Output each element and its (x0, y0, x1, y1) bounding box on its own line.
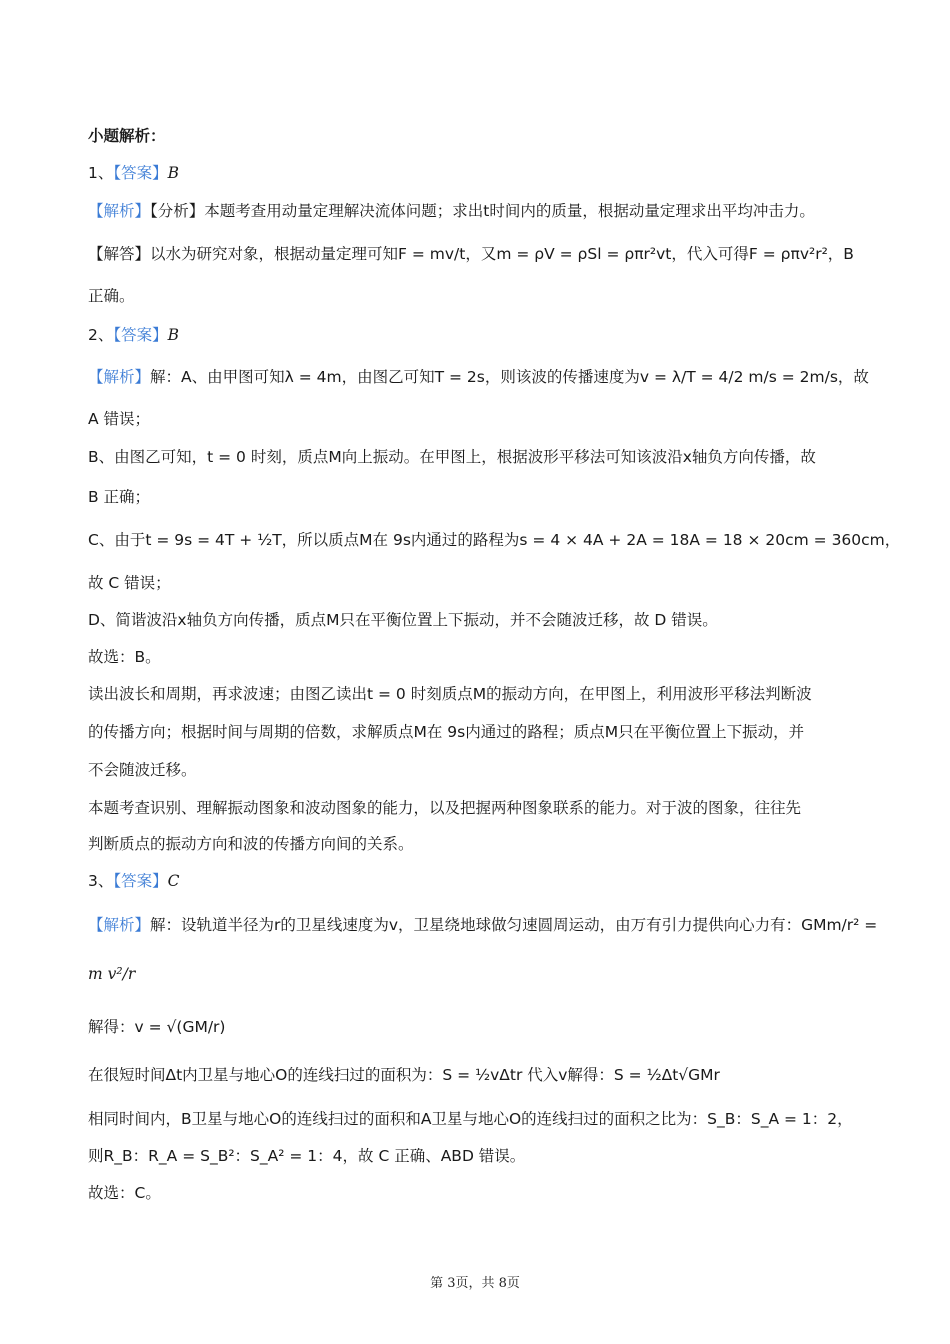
q2-text-line: 判断质点的振动方向和波的传播方向间的关系。 (88, 835, 414, 853)
page-footer: 第 3页，共 8页 (430, 1276, 520, 1291)
q2-analysis-line (88, 367, 869, 387)
q3-answer: C (167, 872, 180, 890)
q2-text-line: 的传播方向；根据时间与周期的倍数，求解质点M在 9s内通过的路程；质点M只在平衡位置上下振动，并 (88, 723, 805, 741)
q3-text-line: 解得：v = √(GM/r) (88, 1018, 226, 1036)
q1-answer-tag: 【答案】 (113, 164, 168, 182)
q2-answer-tag: 【答案】 (113, 326, 168, 344)
q2-text-line: C、由于t = 9s = 4T + ½T，所以质点M在 9s内通过的路程为s = 4 × 4A + 2A = 18A = 18 × 20cm = 360cm， (88, 531, 901, 549)
q3-text-line: m v²/r (88, 965, 136, 983)
q2-text-line: 故选：B。 (88, 648, 161, 666)
q1-analysis-line (88, 201, 864, 221)
q3-text-line: 解：设轨道半径为r的卫星线速度为v，卫星绕地球做匀速圆周运动，由万有引力提供向心力有：GMm/r² = (150, 916, 878, 934)
q3-number: 3、 (88, 872, 114, 890)
q2-text-line: 解：A、由甲图可知λ = 4m，由图乙可知T = 2s，则该波的传播速度为v = λ/T = 4/2 m/s = 2m/s，故 (150, 368, 869, 386)
q3-answer-tag: 【答案】 (113, 872, 168, 890)
q2-text-line: 故 C 错误； (88, 574, 171, 592)
q3-analysis-tag: 【解析】 (88, 916, 151, 934)
q3-answer-line (88, 871, 864, 891)
q2-number: 2、 (88, 326, 114, 344)
q1-analysis: 【分析】本题考查用动量定理解决流体问题；求出t时间内的质量，根据动量定理求出平均冲击力。 (150, 202, 815, 220)
q2-text-line: A 错误； (88, 410, 151, 428)
q2-text-line: B 正确； (88, 488, 151, 506)
q2-text-line: 本题考查识别、理解振动图象和波动图象的能力，以及把握两种图象联系的能力。对于波的图象，往往先 (88, 799, 802, 817)
q1-analysis-tag: 【解析】 (88, 202, 151, 220)
q1-solve-line-1: 【解答】以水为研究对象，根据动量定理可知F = mv/t，又m = ρV = ρSl = ρπr²vt，代入可得F = ρπv²r²，B (88, 245, 854, 263)
q1-solve-line-2: 正确。 (88, 287, 135, 305)
q3-text-line: 相同时间内，B卫星与地心O的连线扫过的面积和A卫星与地心O的连线扫过的面积之比为：S_B：S_A = 1：2， (88, 1110, 853, 1128)
section-title: 小题解析： (88, 127, 166, 145)
q2-answer: B (167, 326, 180, 344)
q1-number: 1、 (88, 164, 114, 182)
q2-text-line: D、简谐波沿x轴负方向传播，质点M只在平衡位置上下振动，并不会随波迁移，故 D 错误。 (88, 611, 718, 629)
q2-text-line: B、由图乙可知，t = 0 时刻，质点M向上振动。在甲图上，根据波形平移法可知该波沿x轴负方向传播，故 (88, 448, 816, 466)
q2-analysis-tag: 【解析】 (88, 368, 151, 386)
q2-text-line: 读出波长和周期，再求波速；由图乙读出t = 0 时刻质点M的振动方向，在甲图上，利用波形平移法判断波 (88, 685, 812, 703)
q2-answer-line (88, 325, 864, 345)
q2-text-line: 不会随波迁移。 (88, 761, 197, 779)
q3-analysis-line (88, 915, 878, 935)
q3-text-line: 故选：C。 (88, 1184, 161, 1202)
q3-text-line: 在很短时间Δt内卫星与地心O的连线扫过的面积为：S = ½vΔtr 代入v解得：S = ½Δt√GMr (88, 1066, 720, 1084)
q3-text-line: 则R_B：R_A = S_B²：S_A² = 1：4，故 C 正确、ABD 错误。 (88, 1147, 526, 1165)
q1-answer-line (88, 163, 864, 183)
q1-answer: B (167, 164, 180, 182)
